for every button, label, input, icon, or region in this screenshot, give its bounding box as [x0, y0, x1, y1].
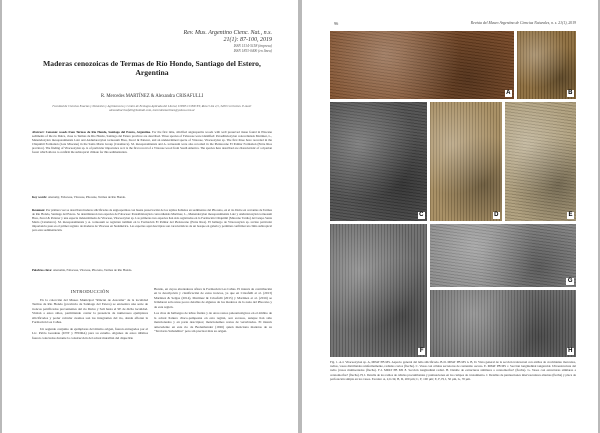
journal-volume: 21(1): 87-100, 2019 [223, 37, 272, 43]
keywords-english [32, 195, 272, 199]
intro-paragraph: Los citas de hallazgos de leños fósiles y de otros restos paleontológicos en el ámbito de la actual llanura chaco-pampeana en esta región, son escasos, aunque han sido mencionados y en parte descriptos; mencionamos restos de vertebrados. El interés antecedente en este río de Bodenbender (1926) quien menciona maderas de su "Terciario Subandino" pero sin precisar más su origen. [154, 311, 272, 334]
panel-label-d: D [494, 212, 499, 218]
panel-label-a: A [506, 90, 511, 96]
figure-panel-f [330, 224, 427, 357]
resumen-body: Por primera vez se describen maderas silicificadas de angiospermas con buena preservación de los tejidos hallados en sedimentos del Plioceno, en el río Dulce en cercanías de Termas de Río Hondo, Santiago del Estero. Se determinaron tres especies de Fabaceae: Paraalbizioxylon concordiensis Martínez, L., Menendoxylon mesopotamiensis Lutz y Anduriaroxylon tortuosum Brea, Zucol & Patterer y una especie indeterminada de Vitaceae, Vitaceoxylon sp. Las primeras tres especies han sido registradas en la Formación Chiquimil (Mioceno Tardío) del Grupo Santa María (Catamarca). M. mesopotamiensis y A. tortuosum se registran también en la Formación El Palmar del Pleistoceno (Entre Ríos). El hallazgo de Vitaceoxylon sp. reviste particular importancia pues es el primer registro de maderas de Vitaceae en Sudamérica. Las especies aquí descriptas son características de un bosque en galería y permiten confirmar un clima subtropical para esta sedimentación. [32, 208, 272, 233]
panel-label-b: B [568, 90, 573, 96]
page-number: 96 [334, 21, 339, 26]
right-page [302, 0, 598, 433]
article-authors: R. Mercedes MARTÍNEZ & Alexandra CRISAFULLI [100, 94, 204, 99]
panel-label-c: C [419, 212, 424, 218]
intro-paragraph: En la colección del Museo Municipal "Rincón de Atacama" de la localidad Termas de Río Hondo (provincia de Santiago del Estero) se encuentra una serie de troncos petrificados provenientes del río Dulce y Salí hasta el SE de dicha localidad. Visitan a estos sitios, permitiendo contar la presencia de numerosos ejemplares silicificados y poder calcular cuantos son los integrantes del río, donde afloran la Formación Las Cañas. [32, 298, 148, 325]
introduction-column-1 [32, 298, 148, 342]
keywords-en-text: Anatomy, Fabaceae, Vitaceae, Pliocene, Termas de Río Hondo. [47, 195, 126, 199]
figure-panel-g [430, 224, 576, 287]
panel-label-f: F [419, 348, 424, 354]
figure-panel-a [330, 31, 514, 99]
journal-name: Rev. Mus. Argentino Cienc. Nat., n.s. [183, 30, 272, 36]
figure-panel-d [430, 102, 502, 221]
abstract [32, 130, 272, 155]
figure-caption: Fig. 1. A-I. Vitaceoxylon sp. A, MPAT PB MS. Aspecto general del leño silicificado. B-D. MPAT PB MS n. B, D. Vista general de la sección transversal con anillos de crecimiento marcados, radios, vasos distribuidos uniformemente, radiales cortos (flecha). C. Vasos con células secretoras de contenido oscuro. E. MPAT PB MS c. Sección longitudinal tangencial. Ultraestructura del radio (vasos multiseriados (flecha). F-I. MPAT PB MS 8. Sección longitudinal radial. H. Detalle de estructuras similares a ceratomorfas? (flecha). G. Vasos con estructuras similares a ceratomorfas? (flecha). H, I. Detalle de los radios de células procumbentes y puntuaciones en los campos de cruzamiento. J. Detalles de puntuaciones intervasculares alternas (flecha) y placa de perforación simple en los vasos. Escalas: A, 2,6 cm; B, D, 200 µm; C, F, 100 µm; E, F, H, I, 50 µm, G, 70 µm. [330, 360, 576, 381]
keywords-es-text: Anatomía, Fabaceae, Vitaceae, Plioceno, Termas de Río Hondo. [52, 268, 133, 272]
introduction-heading: INTRODUCCIÓN [70, 289, 110, 294]
issn-print: ISSN 1514-5158 (impresa) [233, 44, 272, 48]
panel-label-h: H [568, 348, 573, 354]
intro-paragraph: Hondo, en cuyos alrededores aflora la Formación Las Cañas. El interés de contribución en la descripción y clasificación de estos troncos, ya que en Crisafulli et al. (2013) Martínez & Selgas (2014), Martínez & Crisafulli (2015) y Martínez et al. (2016) se brindaron sólo unos pocos detalles de algunos de los maderos de la zona del Plioceno y de esta región. [154, 287, 272, 309]
panel-label-g: G [567, 278, 573, 284]
author-affiliation: Facultad de Ciencias Exactas y Naturales y Agrimensura y Centro de Ecología Aplicada del Litoral, UNNE-CONICET, Ruta 5 km 2,5, 3400 Corrientes. E-mail: alexandracrisafulli@hotmail.com, mercedesmartinez@yahoo.com.ar [52, 104, 252, 113]
keywords-en-lead: Key words: [32, 195, 48, 199]
intro-paragraph: Un segundo conjunto de ejemplares del mismo origen, fueron entregados por el Lic. Pablo Goudeau (UNT y FEDRA) para su estudio. Algunos de estos últimos fueron colectados durante la construcción del actual murallón del dique Río [32, 326, 148, 340]
figure-panel-b [517, 31, 576, 99]
journal-reference [172, 30, 272, 54]
abstract-body: For the first time, silicified angiosperms woods with well preserved tissue found in Pliocene sediments of the río Dulce, close to Termas de Río Hondo, Santiago del Estero province are described. Three species of Fabaceae were identified: Paraalbizioxylon concordiensis Martínez, L., Menendoxylon mesopotamiensis Lutz and Anduriaroxylon tortuosum Brea, Zucol & Patterer, and an undetermined specie of Vitaceae, Vitaceoxylon sp. The first three have recorded in the Chiquimil Formation (Late Miocene) in the Santa María Group (Catamarca). M. mesopotamiensis and A. tortuosum were also recorded in the Pleistocene El Palmar Formation (Entre Ríos province). The finding of Vitaceoxylon sp. is of particular importance as it is the first record of a Vitaceae wood from South America. The species here described are characteristic of a riparian forest which allows to confirm the subtropical climate for this sedimentation. [32, 130, 272, 155]
issn-online: ISSN 1853-0400 (en línea) [233, 48, 272, 53]
left-page [2, 0, 298, 433]
introduction-column-2 [154, 287, 272, 336]
panel-label-e: E [568, 212, 573, 218]
running-head: Revista del Museo Argentino de Ciencias Naturales, n. s. 21(1), 2019 [470, 21, 576, 25]
figure-panel-h [430, 290, 576, 357]
resumen [32, 208, 272, 233]
figure-plate [330, 31, 576, 357]
figure-panel-e [505, 102, 576, 221]
resumen-lead: Resumen: [32, 208, 46, 212]
article-title: Maderas cenozoicas de Termas de Río Hondo, Santiago del Estero, Argentina [43, 59, 261, 78]
keywords-es-lead: Palabras clave: [32, 268, 53, 272]
keywords-spanish [32, 268, 272, 272]
abstract-lead: Abstract: Cenozoic woods from Termas de Río Hondo, Santiago del Estero, Argentina. [32, 130, 151, 134]
figure-panel-c [330, 102, 427, 221]
